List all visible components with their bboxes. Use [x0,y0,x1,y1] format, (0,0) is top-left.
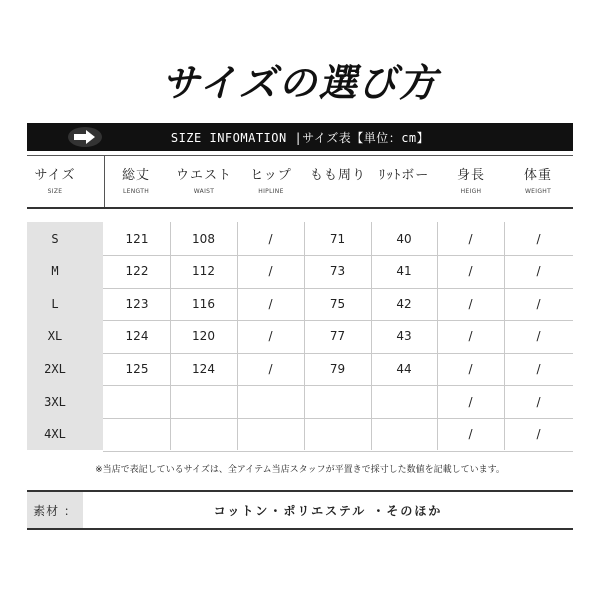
table-cell: 77 [329,329,346,344]
table-cell: 123 [125,296,149,311]
table-cell: 121 [125,231,149,246]
material-bottom-rule [27,528,573,530]
table-cell: / [536,361,541,376]
page-title: サイズの選び方 [161,61,439,105]
table-cell: / [268,361,273,376]
table-cell: 125 [125,361,149,376]
table-cell: 108 [192,231,215,246]
table-cell: / [468,231,473,246]
right-arrow-icon [67,126,103,148]
table-cell: 40 [396,231,412,246]
header-top-rule [27,155,573,156]
table-row [27,222,573,255]
table-cell: / [468,264,473,279]
size-info-banner [27,123,573,151]
table-cell [104,385,170,418]
table-cell: / [536,329,541,344]
column-header-label: ヒップ [250,168,292,183]
table-row [27,385,573,418]
table-cell: 42 [396,296,412,311]
table-cell: / [468,296,473,311]
table-cell: / [536,264,541,279]
table-cell: 120 [192,329,215,344]
column-header-label: ウエスト [175,168,232,183]
table-cell [304,418,371,451]
table-cell: 122 [125,264,149,279]
table-cell: / [468,329,473,344]
column-header-label: もも周り [309,168,366,183]
table-cell: / [268,296,273,311]
size-label: S [51,231,59,246]
column-divider [237,222,238,450]
header-bottom-rule [27,207,573,209]
size-label: 3XL [44,394,66,409]
column-header-sublabel: WEIGHT [524,188,552,195]
table-cell: / [536,427,541,442]
column-header-sublabel: HIPLINE [258,188,284,195]
size-label: XL [47,329,63,344]
table-row [27,255,573,288]
table-cell [304,385,371,418]
table-cell [237,418,304,451]
table-row [27,320,573,353]
table-cell: / [268,264,273,279]
material-label: 素材 ： [27,492,83,528]
table-cell: / [536,296,541,311]
table-cell: / [468,361,473,376]
table-cell: 41 [396,264,412,279]
column-header-sublabel: HEIGH [460,188,482,195]
table-cell: 124 [192,361,215,376]
column-divider [371,222,372,450]
size-label: 2XL [44,361,66,376]
table-row [27,418,573,451]
table-cell [104,418,170,451]
table-cell: 73 [329,264,346,279]
row-divider [103,451,573,452]
column-divider [170,222,171,450]
size-label: M [51,264,59,279]
column-divider [504,222,505,450]
column-header-label: サイズ [34,168,76,183]
table-cell: / [268,329,273,344]
column-header [15,164,95,195]
column-divider [304,222,305,450]
table-cell [371,385,437,418]
table-cell: / [536,231,541,246]
table-cell: 112 [192,264,215,279]
measurement-note: ※当店で表記しているサイズは、全アイテム当店スタッフが平置きで採寸した数値を記載しています。 [95,465,505,475]
table-cell: / [468,427,473,442]
table-cell: 79 [329,361,346,376]
table-cell: 44 [396,361,412,376]
column-header-label: 身長 [456,168,485,183]
table-cell: 75 [329,296,346,311]
column-header-sublabel: WAIST [193,188,215,195]
column-header-sublabel: SIZE [47,188,63,195]
table-cell: 116 [192,296,215,311]
table-cell [170,385,237,418]
banner-text: SIZE INFOMATION |サイズ表【単位：cm】 [170,130,430,145]
size-label: L [51,296,59,311]
size-label: 4XL [44,427,66,442]
table-row [27,287,573,320]
column-header-label: 体重 [523,168,552,183]
material-value: コットン・ポリエステル ・そのほか [213,503,443,518]
column-header-sublabel: LENGTH [122,188,150,195]
table-row [27,352,573,385]
table-cell: / [536,394,541,409]
table-cell: / [268,231,273,246]
column-divider [437,222,438,450]
column-header-label: 総丈 [121,168,150,183]
table-cell: / [468,394,473,409]
column-header-label: ﾘｯﾄボー [378,168,430,183]
table-cell [237,385,304,418]
column-header [498,164,578,195]
table-cell [371,418,437,451]
table-cell [170,418,237,451]
table-cell: 43 [396,329,412,344]
table-cell: 124 [125,329,149,344]
table-cell: 71 [329,231,346,246]
